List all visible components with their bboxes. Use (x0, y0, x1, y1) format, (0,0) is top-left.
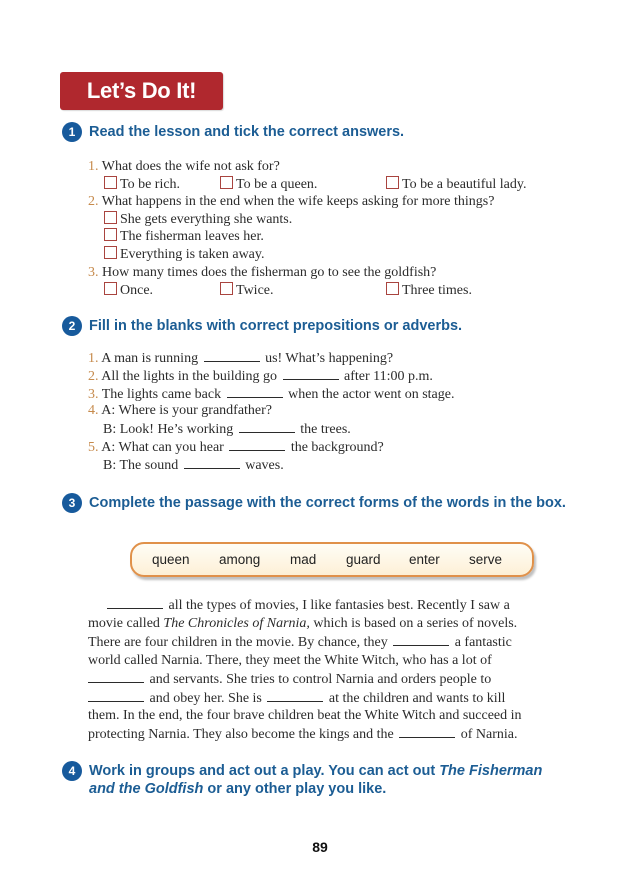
answer-blank[interactable] (227, 385, 283, 398)
item-text: A: Where is your grandfather? (101, 403, 273, 418)
checkbox-icon[interactable] (386, 176, 399, 189)
item-number: 1. (88, 351, 99, 366)
answer-blank[interactable] (267, 689, 323, 702)
question-1 (88, 158, 280, 176)
section-2-heading (62, 317, 572, 335)
passage-line: them. In the end, the four brave children beat the White Witch and succeed in (88, 708, 522, 724)
option-checkbox[interactable] (220, 176, 317, 194)
blank-item-4-b (103, 420, 351, 439)
item-number: 4. (88, 403, 99, 418)
passage-line (88, 670, 568, 689)
question-number: 1. (88, 159, 99, 174)
question-text: What does the wife not ask for? (101, 159, 280, 174)
lets-do-it-banner: Let’s Do It! (60, 72, 223, 110)
passage-text: a fantastic (454, 634, 512, 650)
passage-text: and servants. She tries to control Narnia and orders people to (149, 671, 492, 687)
item-number: 5. (88, 440, 99, 455)
option-checkbox[interactable] (104, 246, 265, 264)
option-checkbox[interactable] (104, 282, 153, 300)
section-number-badge: 3 (62, 493, 82, 513)
option-label: Three times. (402, 283, 472, 298)
word-box-item: among (219, 552, 261, 567)
option-checkbox[interactable] (220, 282, 274, 300)
passage-line (88, 689, 568, 708)
blank-item-5-a (88, 438, 384, 457)
passage-text: which is based on a series of novels. (313, 615, 518, 631)
passage-text: and obey her. She is (149, 690, 262, 706)
option-checkbox[interactable] (386, 176, 526, 194)
passage-line (88, 615, 568, 633)
item-text: when the actor went on stage. (288, 387, 455, 402)
passage-line (88, 633, 568, 652)
item-text: the background? (290, 440, 384, 455)
answer-blank[interactable] (88, 689, 144, 702)
section-2-instruction: Fill in the blanks with correct prepositions or adverbs. (89, 318, 463, 334)
item-text: B: The sound (103, 458, 179, 473)
passage-line (88, 725, 568, 744)
word-box-item: queen (152, 552, 190, 567)
answer-blank[interactable] (184, 456, 240, 469)
checkbox-icon[interactable] (104, 176, 117, 189)
instruction-text: or any other play you like. (207, 781, 387, 797)
question-2 (88, 193, 494, 211)
item-text: the trees. (300, 422, 351, 437)
section-4-instruction (89, 762, 572, 798)
item-number: 3. (88, 387, 99, 402)
option-label: Twice. (236, 283, 274, 298)
checkbox-icon[interactable] (220, 176, 233, 189)
instruction-text: Work in groups and act out a play. You can act out (89, 763, 436, 779)
answer-blank[interactable] (283, 367, 339, 380)
section-4-heading (62, 762, 572, 798)
word-box-item: serve (469, 552, 503, 567)
item-text: A: What can you hear (101, 440, 224, 455)
blank-item-4-a (88, 402, 272, 420)
section-3-instruction: Complete the passage with the correct forms of the words in the box. (89, 495, 566, 511)
item-text: The lights came back (101, 387, 222, 402)
section-number-badge: 1 (62, 122, 82, 142)
item-text: A man is running (101, 351, 199, 366)
word-box-item: enter (409, 552, 440, 567)
passage (88, 596, 568, 744)
passage-text: There are four children in the movie. By chance, they (88, 634, 388, 650)
word-box-item: mad (290, 552, 317, 567)
word-box-item: guard (346, 552, 381, 567)
section-1-instruction: Read the lesson and tick the correct answers. (89, 124, 405, 140)
option-checkbox[interactable] (104, 211, 292, 229)
passage-text: movie called (88, 615, 160, 631)
blank-item-3 (88, 385, 454, 404)
question-number: 3. (88, 265, 99, 280)
answer-blank[interactable] (393, 633, 449, 646)
page-number: 89 (312, 839, 328, 855)
passage-line (88, 596, 568, 615)
passage-text: at the children and wants to kill (328, 690, 506, 706)
movie-title: The Chronicles of Narnia, (163, 615, 310, 631)
option-label: She gets everything she wants. (120, 212, 293, 227)
checkbox-icon[interactable] (104, 228, 117, 241)
option-label: To be a beautiful lady. (402, 177, 527, 192)
item-text: us! What’s happening? (265, 351, 394, 366)
section-1-heading (62, 123, 572, 141)
option-checkbox[interactable] (386, 282, 472, 300)
answer-blank[interactable] (229, 438, 285, 451)
checkbox-icon[interactable] (104, 211, 117, 224)
question-text: What happens in the end when the wife keeps asking for more things? (101, 194, 495, 209)
blank-item-1 (88, 349, 393, 368)
passage-text: of Narnia. (460, 727, 518, 743)
item-text: waves. (245, 458, 284, 473)
checkbox-icon[interactable] (220, 282, 233, 295)
option-label: Everything is taken away. (120, 247, 265, 262)
item-text: All the lights in the building go (101, 369, 278, 384)
item-text: B: Look! He’s working (103, 422, 234, 437)
answer-blank[interactable] (399, 725, 455, 738)
answer-blank[interactable] (204, 349, 260, 362)
passage-text: protecting Narnia. They also become the kings and the (88, 727, 394, 743)
checkbox-icon[interactable] (104, 246, 117, 259)
section-number-badge: 2 (62, 316, 82, 336)
play-title: The Fisherman and the Goldfish (89, 763, 543, 797)
question-number: 2. (88, 194, 99, 209)
blank-item-2 (88, 367, 433, 386)
section-3-heading (62, 494, 572, 512)
item-text: after 11:00 p.m. (344, 369, 433, 384)
option-label: To be a queen. (236, 177, 318, 192)
option-label: To be rich. (120, 177, 181, 192)
passage-line: world called Narnia. There, they meet the White Witch, who has a lot of (88, 652, 492, 668)
blank-item-5-b (103, 456, 284, 475)
item-number: 2. (88, 369, 99, 384)
checkbox-icon[interactable] (104, 282, 117, 295)
word-box (130, 542, 534, 577)
answer-blank[interactable] (107, 596, 163, 609)
answer-blank[interactable] (88, 670, 144, 683)
checkbox-icon[interactable] (386, 282, 399, 295)
option-label: Once. (120, 283, 154, 298)
option-label: The fisherman leaves her. (120, 229, 264, 244)
option-checkbox[interactable] (104, 176, 180, 194)
question-text: How many times does the fisherman go to see the goldfish? (102, 265, 437, 280)
answer-blank[interactable] (239, 420, 295, 433)
passage-text: all the types of movies, I like fantasies best. Recently I saw a (168, 598, 510, 613)
question-3 (88, 264, 436, 282)
option-checkbox[interactable] (104, 228, 264, 246)
section-number-badge: 4 (62, 761, 82, 781)
